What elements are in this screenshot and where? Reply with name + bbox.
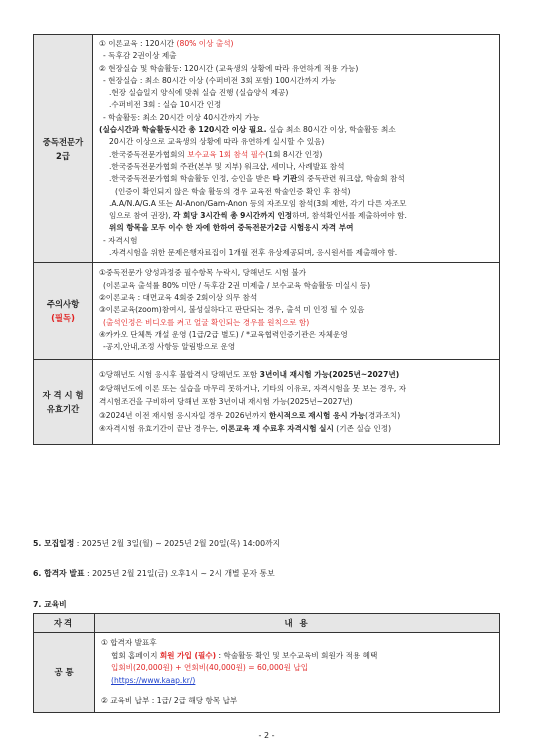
row-label-text: 자 격 시 험 — [42, 390, 84, 401]
text-line: 입회비(20,000원) + 연회비(40,000원) = 60,000원 납입 — [111, 663, 309, 673]
column-header: 자격 — [34, 614, 95, 633]
text-span: ①당해년도 시험 응시후 불합격시 당해년도 포함 — [99, 370, 260, 380]
row-label-text: 중독전문가 — [42, 136, 84, 147]
section-text: : 2025년 2월 21일(금) 오후1시 ~ 2시 개별 문자 통보 — [84, 569, 275, 578]
row-label-validity — [34, 360, 93, 445]
row-label-text: (필독) — [51, 313, 75, 324]
row-label-text: 주의사항 — [46, 299, 80, 310]
row-label-notice — [34, 263, 93, 360]
text-line: 격시험조건을 구비하여 당해년 포함 3년이내 재시험 가능(2025년~2027년) — [99, 397, 353, 407]
text-line: ①중독전문가 양성과정중 필수항목 누락시, 당해년도 시험 불가 — [99, 268, 307, 278]
table-header-row — [34, 614, 500, 633]
text-line: ① 합격자 발표후 — [101, 638, 157, 647]
highlight-text: 회원 가입 (필수) — [159, 650, 217, 660]
text-span: 협회 홈페이지 — [111, 650, 160, 660]
text-line: -공지,안내,조정 사항등 알림방으로 운영 — [103, 342, 236, 352]
text-line — [99, 124, 494, 136]
page-number: - 2 - — [258, 731, 275, 740]
text-span: ④자격시험 유효기간이 끝난 경우는, — [99, 424, 221, 434]
highlight-text: 보수교육 1회 참석 필수 — [187, 149, 266, 159]
section-title: 5. 모집일정 — [33, 539, 75, 548]
text-span: (1회 8시간 인정) — [265, 149, 323, 159]
table-row — [34, 633, 500, 713]
text-line: (출석인정은 비디오를 켜고 얼굴 확인되는 경우를 원칙으로 함) — [103, 317, 310, 327]
text-line — [99, 368, 494, 382]
highlight-text: (80% 이상 출석) — [176, 39, 234, 48]
bold-text: (실습시간과 학술활동시간 총 120시간 이상 필요. — [99, 125, 267, 135]
text-span: .한국중독전문가협회 학술활동 인정, 승인을 받은 — [109, 174, 273, 184]
row-label-text: 2급 — [56, 150, 70, 161]
text-line — [99, 210, 494, 222]
validity-content — [93, 360, 500, 445]
text-line: ②이론교육 : 대면교육 4회중 2회이상 의무 참석 — [99, 292, 258, 302]
section-text: : 2025년 2월 3일(월) ~ 2025년 2월 20일(목) 14:00까지 — [74, 539, 281, 548]
text-span: 실습 최소 80시간 이상, 학술활동 최소 — [266, 125, 396, 135]
text-span: 의 중독관련 워크샵, 학술회 참석 — [297, 174, 405, 184]
text-span: 하며, 참석확인서를 제출하여야 함. — [292, 211, 407, 221]
bold-text: 3년이내 재시험 가능(2025년~2027년) — [259, 370, 400, 380]
column-header: 내 용 — [95, 614, 500, 633]
level2-requirements — [93, 35, 500, 263]
text-line: - 현장실습 : 최소 80시간 이상 (수퍼비전 3회 포함) 100시간까지 가능 — [103, 75, 337, 85]
bold-text: 한시적으로 재시험 응시 가능 — [268, 410, 365, 420]
table-row — [34, 35, 500, 263]
text-span: : 학술활동 확인 및 보수교육비 회원가 적용 혜택 — [216, 650, 378, 660]
curriculum-table — [33, 34, 500, 445]
notice-content — [93, 263, 500, 360]
row-label-text: 유효기간 — [46, 404, 80, 415]
text-line: - 독후감 2권이상 제출 — [103, 51, 177, 61]
text-span: 임으로 참여 권장), — [109, 211, 173, 221]
text-line: 20시간 이상으로 교육생의 상황에 따라 유연하게 실시할 수 있음) — [109, 137, 325, 147]
text-line: .한국중독전문가협회 주관(본부 및 지부) 워크샵, 세미나, 사례발표 참석 — [109, 161, 345, 171]
section-title: 7. 교육비 — [33, 600, 67, 609]
text-line: (인증이 확인되지 않은 학술 활동의 경우 교육전 학술인증 확인 후 참석) — [115, 186, 351, 196]
text-line — [99, 409, 494, 423]
homepage-link[interactable]: (https://www.kaap.kr/) — [111, 675, 196, 685]
row-label-common: 공 통 — [34, 633, 95, 713]
fee-section — [33, 599, 67, 610]
text-line: (이론교육 출석률 80% 미만 / 독후감 2권 미제출 / 보수교육 학술활동 미실시 등) — [103, 280, 371, 290]
text-line: - 자격시험 — [103, 235, 138, 245]
text-line: .A.A/N.A/G.A 또는 Al-Anon/Gam-Anon 등의 자조모임 참석(3회 제한, 각기 다른 자조모 — [109, 198, 407, 208]
fee-table — [33, 613, 500, 713]
text-line — [99, 149, 494, 161]
section-title: 6. 합격자 발표 — [33, 569, 85, 578]
table-row — [34, 263, 500, 360]
text-line: .자격시험을 위한 문제은행자료집이 1개월 전후 유상제공되며, 응시원서를 제출해야 함. — [109, 248, 398, 258]
announcement-section — [33, 568, 275, 579]
text-line — [99, 173, 494, 185]
text-line: ② 교육비 납부 : 1급/ 2급 해당 항목 납부 — [101, 696, 238, 706]
bold-text: 타 기관 — [272, 174, 298, 184]
schedule-section — [33, 538, 280, 549]
text-line: 위의 항목을 모두 이수 한 자에 한하여 중독전문가2급 시험응시 자격 부여 — [109, 223, 354, 233]
text-span: ① 이론교육 : 120시간 — [99, 39, 177, 48]
table-row — [34, 360, 500, 445]
text-line: .현장 실습일지 양식에 맞춰 실습 진행 (실습양식 제공) — [109, 88, 289, 98]
text-span: .한국중독전문가협회의 — [109, 149, 188, 159]
text-line — [99, 422, 494, 436]
text-line — [101, 650, 494, 663]
text-line: - 학술활동: 최소 20시간 이상 40시간까지 가능 — [103, 112, 260, 122]
bold-text: 이론교육 재 수료후 자격시험 실시 — [220, 424, 334, 434]
text-line: ④카카오 단체톡 개설 운영 (1급/2급 별도) / *교육협력인증기관은 자체운영 — [99, 329, 348, 339]
text-line: ③이론교육(zoom)참여시, 불성실하다고 판단되는 경우, 출석 미 인정 될 수 있음 — [99, 305, 365, 315]
row-label-level2 — [34, 35, 93, 263]
text-line: ② 현장실습 및 학술활동: 120시간 (교육생의 상황에 따라 유연하게 적용 가능) — [99, 63, 359, 73]
text-span: (경과조치) — [364, 410, 401, 420]
text-line: .수퍼비전 3회 : 실습 10시간 인정 — [109, 100, 222, 110]
fee-content — [95, 633, 500, 713]
bold-text: 각 회당 3시간씩 총 9시간까지 인정 — [172, 211, 293, 221]
text-line: ②당해년도에 이론 또는 실습을 마무리 못하거나, 기타의 이유로, 자격시험을 못 보는 경우, 자 — [99, 383, 407, 393]
text-span: (기존 실습 인정) — [333, 424, 392, 434]
text-line — [99, 38, 494, 50]
text-span: ③2024년 이전 재시험 응시자일 경우 2026년까지 — [99, 410, 269, 420]
